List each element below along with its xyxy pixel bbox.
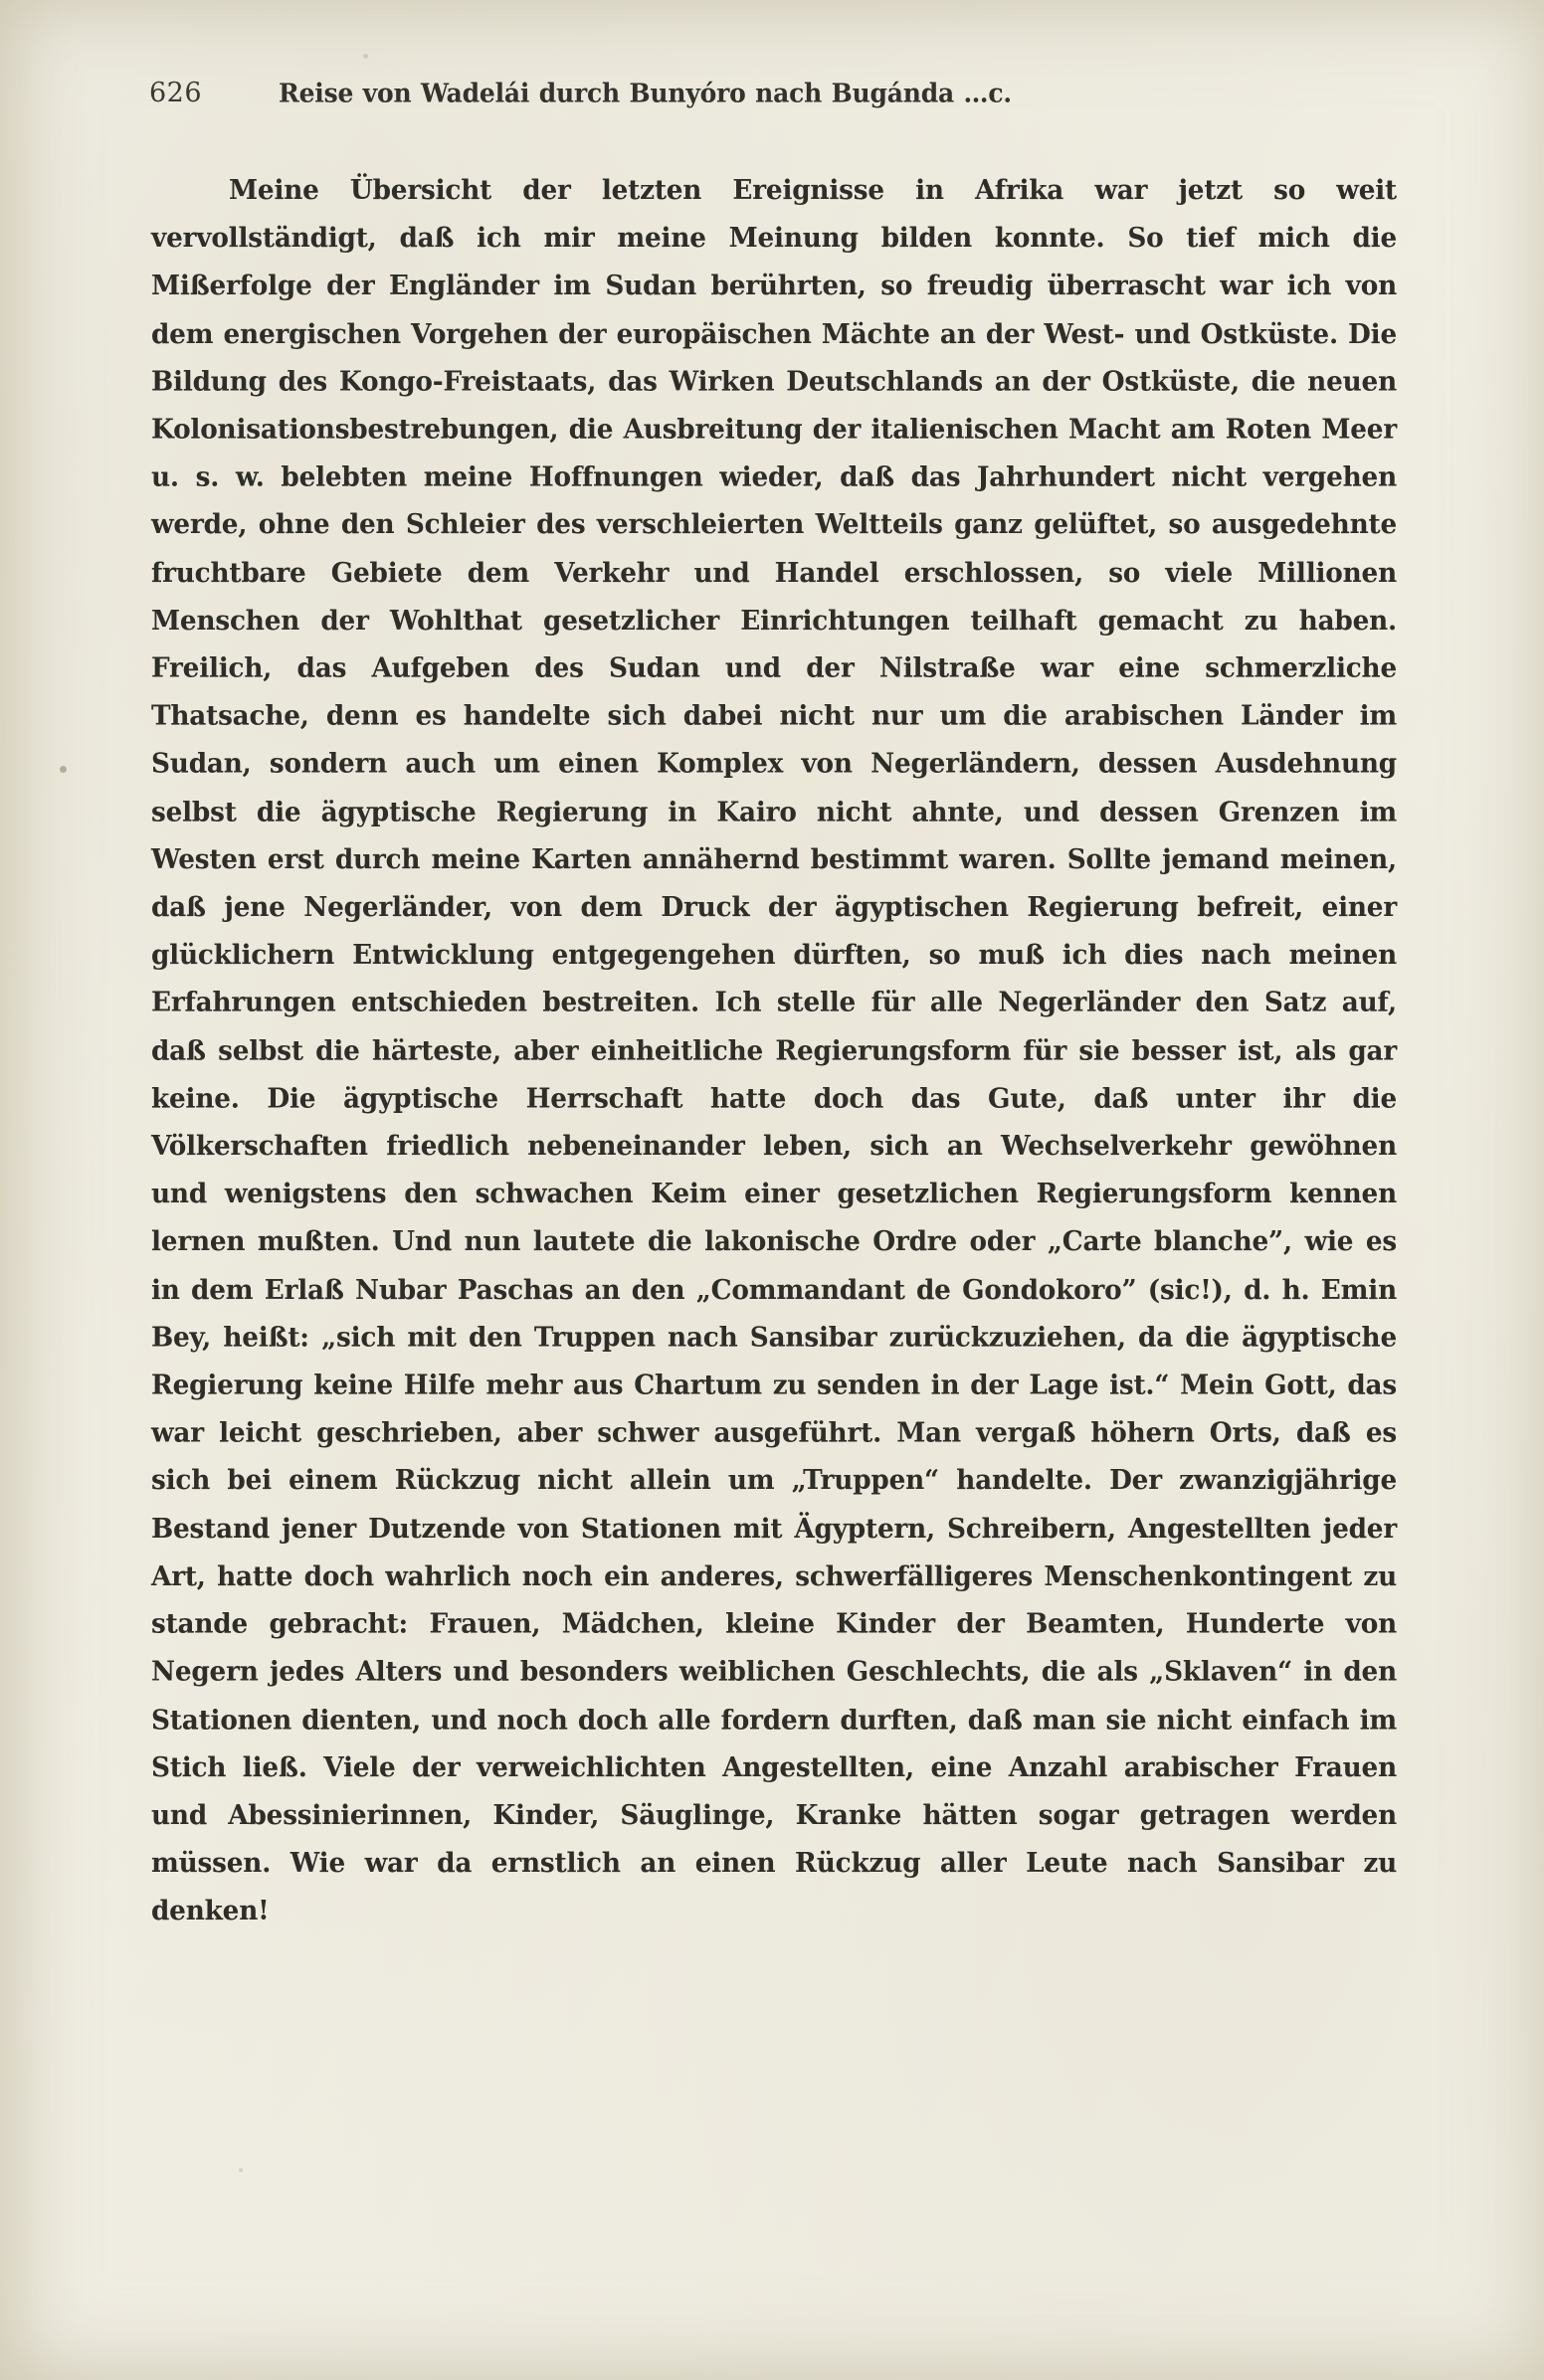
page-number: 626: [149, 78, 203, 108]
page-body: [151, 167, 1397, 1935]
paper-speck: [363, 54, 368, 59]
body-paragraph: Meine Übersicht der letzten Ereignisse in Afrika war jetzt so weit vervollständigt, daß ich mir meine Meinung bilden konnte. So tief mich die Mißerfolge der Engländer im Sudan berührten, so freudig überrascht war ich von dem energischen Vorgehen der europäischen Mächte an der West- und Ostküste. Die Bildung des Kongo-Freistaats, das Wirken Deutschlands an der Ostküste, die neuen Kolonisationsbestrebungen, die Ausbreitung der italienischen Macht am Roten Meer u. s. w. belebten meine Hoffnungen wieder, daß das Jahrhundert nicht vergehen werde, ohne den Schleier des verschleierten Weltteils ganz gelüftet, so ausgedehnte fruchtbare Gebiete dem Verkehr und Handel erschlossen, so viele Millionen Menschen der Wohlthat gesetzlicher Einrichtungen teilhaft gemacht zu haben. Freilich, das Aufgeben des Sudan und der Nilstraße war eine schmerzliche Thatsache, denn es handelte sich dabei nicht nur um die arabischen Länder im Sudan, sondern auch um einen Komplex von Negerländern, dessen Ausdehnung selbst die ägyptische Regierung in Kairo nicht ahnte, und dessen Grenzen im Westen erst durch meine Karten annähernd bestimmt waren. Sollte jemand meinen, daß jene Negerländer, von dem Druck der ägyptischen Regierung befreit, einer glücklichern Entwicklung entgegengehen dürften, so muß ich dies nach meinen Erfahrungen entschieden bestreiten. Ich stelle für alle Negerländer den Satz auf, daß selbst die härteste, aber einheitliche Regierungsform für sie besser ist, als gar keine. Die ägyptische Herrschaft hatte doch das Gute, daß unter ihr die Völkerschaften friedlich nebeneinander leben, sich an Wechselverkehr gewöhnen und wenigstens den schwachen Keim einer gesetzlichen Regierungsform kennen lernen mußten. Und nun lautete die lakonische Ordre oder „Carte blanche”, wie es in dem Erlaß Nubar Paschas an den „Commandant de Gondokoro” (sic!), d. h. Emin Bey, heißt: „sich mit den Truppen nach Sansibar zurückzuziehen, da die ägyptische Regierung keine Hilfe mehr aus Chartum zu senden in der Lage ist.“ Mein Gott, das war leicht geschrieben, aber schwer ausgeführt. Man vergaß höhern Orts, daß es sich bei einem Rückzug nicht allein um „Truppen“ handelte. Der zwanzigjährige Bestand jener Dutzende von Stationen mit Ägyptern, Schreibern, Angestellten jeder Art, hatte doch wahrlich noch ein anderes, schwerfälligeres Menschenkontingent zu stande gebracht: Frauen, Mädchen, kleine Kinder der Beamten, Hunderte von Negern jedes Alters und besonders weiblichen Geschlechts, die als „Sklaven“ in den Stationen dienten, und noch doch alle fordern durften, daß man sie nicht einfach im Stich ließ. Viele der verweichlichten Angestellten, eine Anzahl arabischer Frauen und Abessinierinnen, Kinder, Säuglinge, Kranke hätten sogar getragen werden müssen. Wie war da ernstlich an einen Rückzug aller Leute nach Sansibar zu denken!: [151, 174, 1397, 1927]
ink-blot: [60, 766, 67, 773]
running-title: Reise von Wadelái durch Bunyóro nach Bugánda …c.: [279, 78, 1012, 108]
page-header: [149, 78, 1425, 117]
paper-speck: [239, 2168, 243, 2172]
